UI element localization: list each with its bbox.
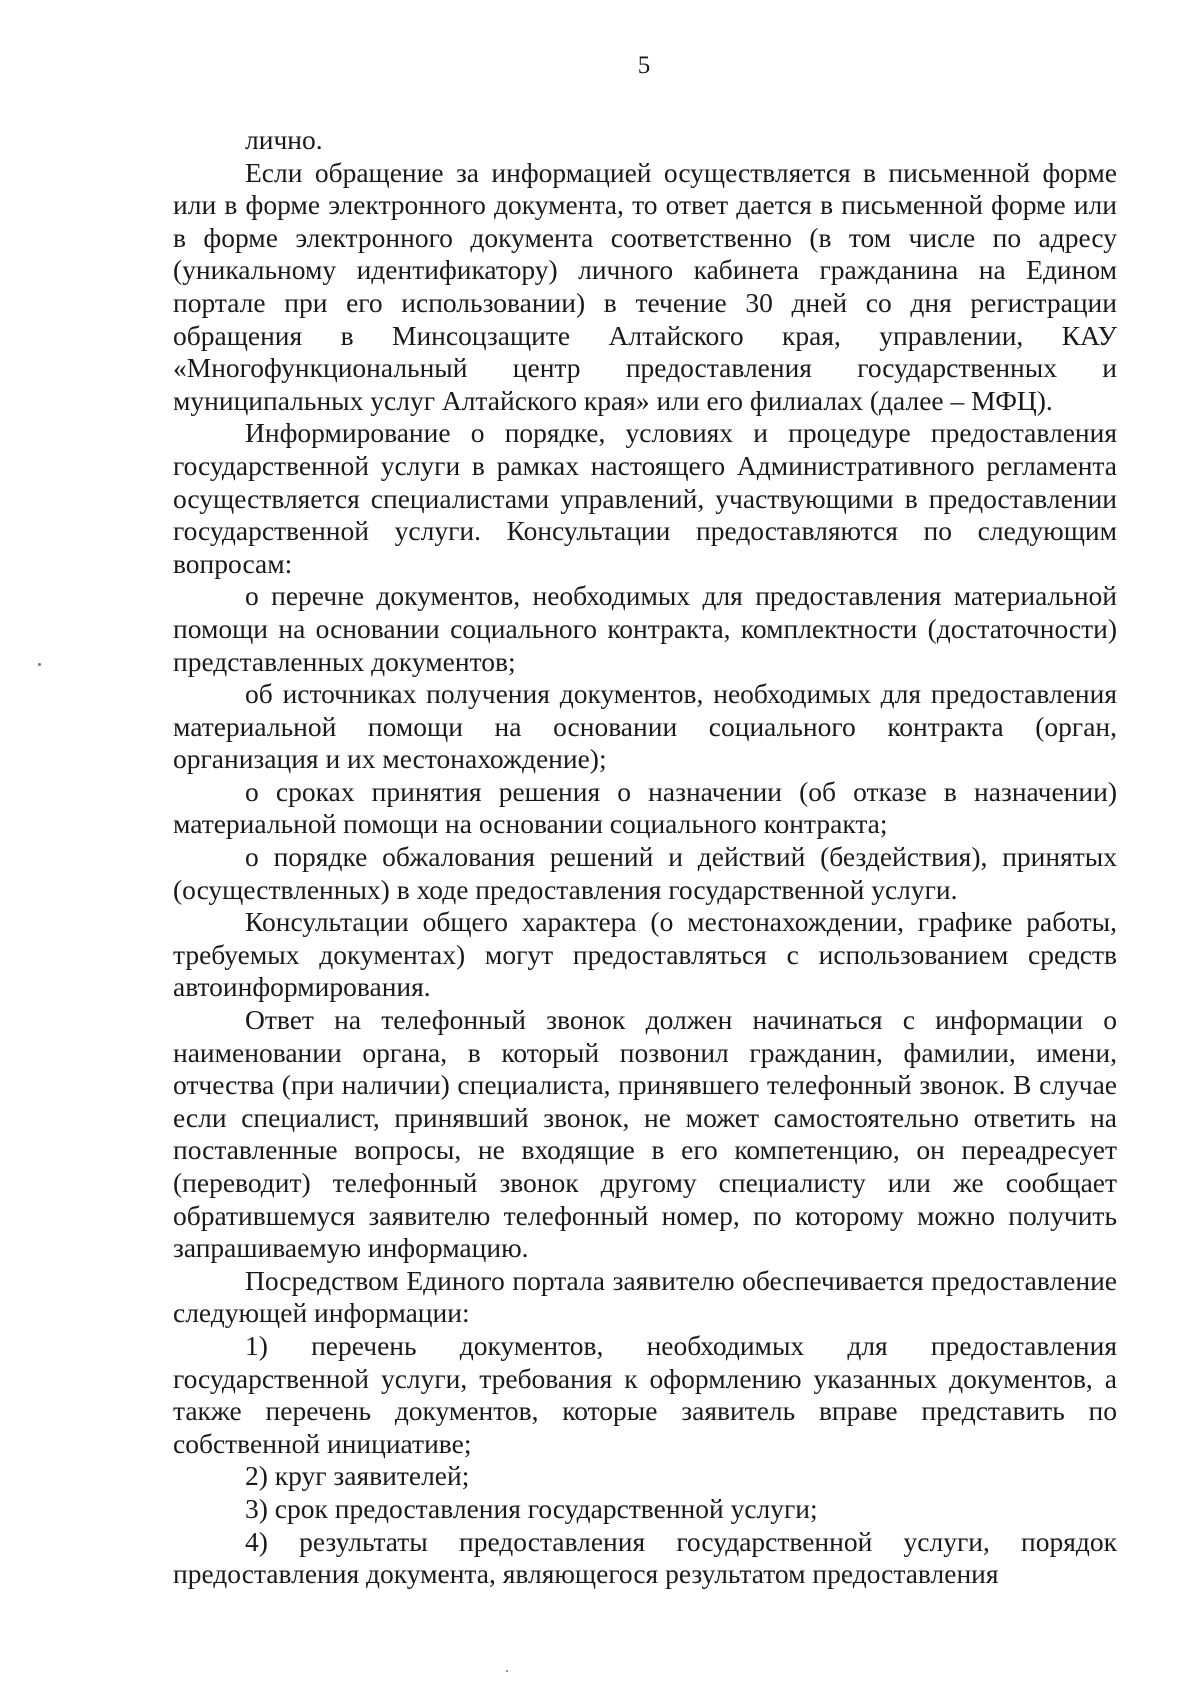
document-body bbox=[173, 124, 1117, 1591]
paragraph: 2) круг заявителей; bbox=[245, 1460, 470, 1492]
scan-speck bbox=[38, 663, 41, 666]
paragraph: 4) результаты предоставления государственной услуги, порядок предоставления документа, являющегося результатом предоставления bbox=[173, 1525, 1117, 1590]
paragraph: Ответ на телефонный звонок должен начинаться с информации о наименовании органа, в который позвонил гражданин, фамилии, имени, отчества (при наличии) специалиста, принявшего телефонный звонок. В случае если специалист, принявший звонок, не может самостоятельно ответить на поставленные вопросы, не входящие в его компетенцию, он переадресует (переводит) телефонный звонок другому специалисту или же сообщает обратившемуся заявителю телефонный номер, по которому можно получить запрашиваемую информацию. bbox=[173, 1004, 1117, 1264]
paragraph: 3) срок предоставления государственной услуги; bbox=[245, 1492, 818, 1524]
paragraph: Посредством Единого портала заявителю обеспечивается предоставление следующей информации: bbox=[173, 1264, 1117, 1329]
paragraph: лично. bbox=[245, 124, 323, 155]
paragraph: Если обращение за информацией осуществляется в письменной форме или в форме электронного документа, то ответ дается в письменной форме или в форме электронного документа соответственно (в том числе по адресу (уникальному идентификатору) личного кабинета гражданина на Едином портале при его использовании) в течение 30 дней со дня регистрации обращения в Минсоцзащите Алтайского края, управлении, КАУ «Многофункциональный центр предоставления государственных и муниципальных услуг Алтайского края» или его филиалах (далее – МФЦ). bbox=[173, 156, 1117, 416]
paragraph: об источниках получения документов, необходимых для предоставления материальной помощи на основании социального контракта (орган, организация и их местонахождение); bbox=[173, 678, 1117, 775]
paragraph: о сроках принятия решения о назначении (об отказе в назначении) материальной помощи на основании социального контракта; bbox=[173, 775, 1117, 840]
page-number: 5 bbox=[637, 52, 651, 79]
scan-speck bbox=[506, 1670, 508, 1672]
paragraph: Консультации общего характера (о местонахождении, графике работы, требуемых документах) могут предоставляться с использованием средств автоинформирования. bbox=[173, 906, 1117, 1003]
paragraph: о перечне документов, необходимых для предоставления материальной помощи на основании социального контракта, комплектности (достаточности) представленных документов; bbox=[173, 580, 1117, 677]
paragraph: Информирование о порядке, условиях и процедуре предоставления государственной услуги в рамках настоящего Административного регламента осуществляется специалистами управлений, участвующими в предоставлении государственной услуги. Консультации предоставляются по следующим вопросам: bbox=[173, 417, 1117, 579]
paragraph: о порядке обжалования решений и действий (бездействия), принятых (осуществленных) в ходе предоставления государственной услуги. bbox=[173, 841, 1117, 905]
paragraph: 1) перечень документов, необходимых для предоставления государственной услуги, требования к оформлению указанных документов, а также перечень документов, которые заявитель вправе представить по собственной инициативе; bbox=[173, 1329, 1117, 1459]
